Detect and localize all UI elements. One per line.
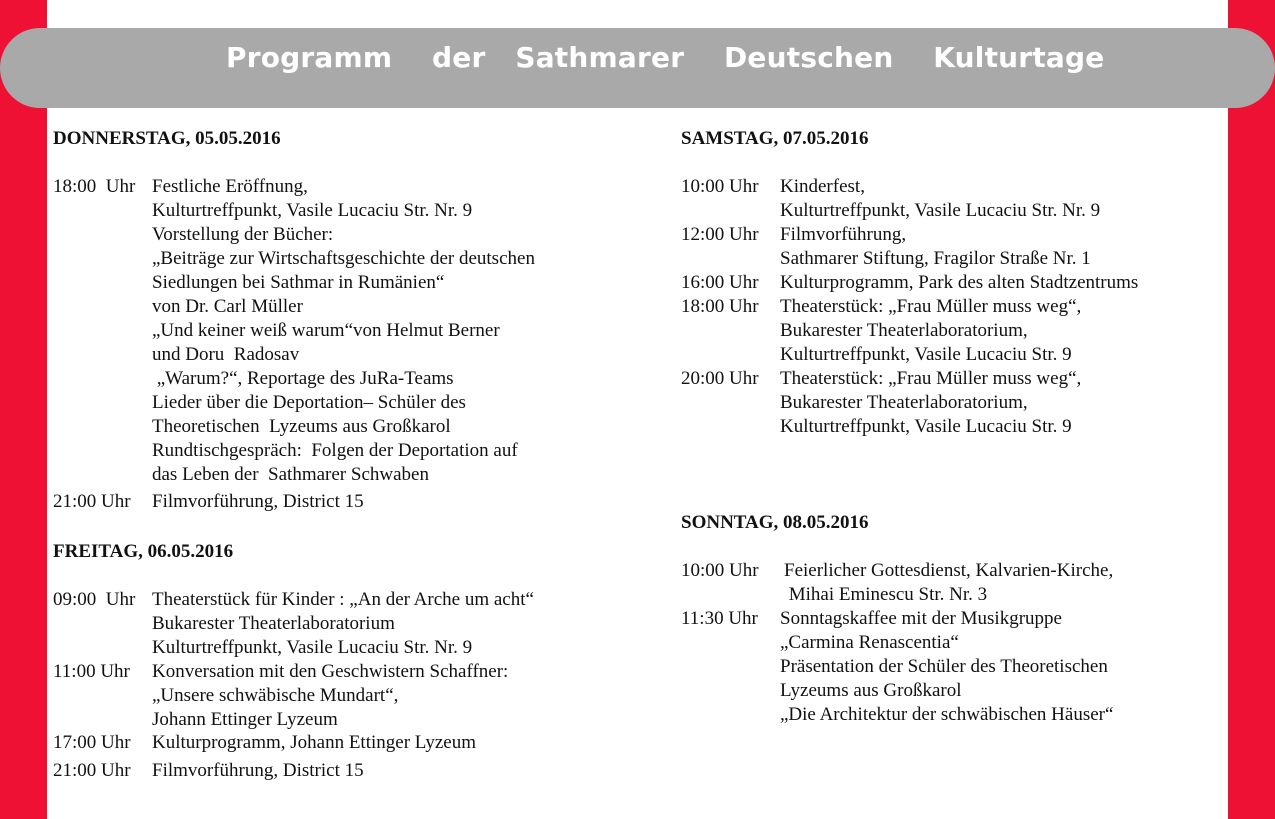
right-red-border [1228,0,1275,819]
day-heading-saturday: SAMSTAG, 07.05.2016 [681,128,869,149]
entry-line: Kulturtreffpunkt, Vasile Lucaciu Str. Nr. 9 [152,637,473,658]
entry-line: Mihai Eminescu Str. Nr. 3 [784,584,988,605]
page-title: Programm der Sathmarer Deutschen Kulturtage [226,41,1105,74]
entry-line: und Doru Radosav [152,344,300,365]
entry-line: Sathmarer Stiftung, Fragilor Straße Nr. 1 [780,248,1091,269]
entry-line: Kulturtreffpunkt, Vasile Lucaciu Str. 9 [780,344,1072,365]
entry-time: 10:00 Uhr [681,560,759,581]
entry-line: Kulturprogramm, Johann Ettinger Lyzeum [152,732,476,753]
entry-line: „Carmina Renascentia“ [780,632,959,653]
entry-line: Kulturprogramm, Park des alten Stadtzentrums [780,272,1139,293]
entry-line: Kulturtreffpunkt, Vasile Lucaciu Str. 9 [780,416,1072,437]
day-heading-thursday: DONNERSTAG, 05.05.2016 [53,128,281,149]
entry-line: „Warum?“, Reportage des JuRa-Teams [152,368,454,389]
entry-line: „Beiträge zur Wirtschaftsgeschichte der deutschen [152,248,535,269]
entry-line: Kulturtreffpunkt, Vasile Lucaciu Str. Nr. 9 [780,200,1101,221]
entry-line: von Dr. Carl Müller [152,296,303,317]
entry-line: Sonntagskaffee mit der Musikgruppe [780,608,1062,629]
entry-time: 12:00 Uhr [681,224,759,245]
left-red-border [0,0,47,819]
entry-line: Festliche Eröffnung, [152,176,308,197]
entry-line: Lyzeums aus Großkarol [780,680,962,701]
entry-line: Theoretischen Lyzeums aus Großkarol [152,416,451,437]
entry-line: Lieder über die Deportation– Schüler des [152,392,466,413]
entry-line: Rundtischgespräch: Folgen der Deportation auf [152,440,518,461]
entry-line: „Die Architektur der schwäbischen Häuser“ [780,704,1114,725]
entry-time: 16:00 Uhr [681,272,759,293]
entry-line: Johann Ettinger Lyzeum [152,709,338,730]
entry-line: Theaterstück für Kinder : „An der Arche um acht“ [152,589,534,610]
entry-line: „Und keiner weiß warum“von Helmut Berner [152,320,500,341]
entry-time: 18:00 Uhr [681,296,759,317]
entry-line: Vorstellung der Bücher: [152,224,334,245]
entry-line: Theaterstück: „Frau Müller muss weg“, [780,368,1082,389]
entry-line: Konversation mit den Geschwistern Schaffner: [152,661,509,682]
entry-line: Theaterstück: „Frau Müller muss weg“, [780,296,1082,317]
entry-line: „Unsere schwäbische Mundart“, [152,685,399,706]
entry-line: Feierlicher Gottesdienst, Kalvarien-Kirche, [784,560,1114,581]
entry-time: 09:00 Uhr [53,589,136,610]
entry-line: Präsentation der Schüler des Theoretischen [780,656,1108,677]
entry-time: 18:00 Uhr [53,176,136,197]
entry-line: Filmvorführung, [780,224,907,245]
entry-line: Filmvorführung, District 15 [152,491,364,512]
entry-time: 17:00 Uhr [53,732,131,753]
entry-line: das Leben der Sathmarer Schwaben [152,464,429,485]
entry-line: Bukarester Theaterlaboratorium, [780,392,1028,413]
entry-time: 10:00 Uhr [681,176,759,197]
entry-line: Bukarester Theaterlaboratorium [152,613,395,634]
entry-time: 21:00 Uhr [53,760,131,781]
entry-line: Siedlungen bei Sathmar in Rumänien“ [152,272,445,293]
entry-line: Kulturtreffpunkt, Vasile Lucaciu Str. Nr. 9 [152,200,473,221]
day-heading-friday: FREITAG, 06.05.2016 [53,541,234,562]
entry-time: 20:00 Uhr [681,368,759,389]
entry-line: Kinderfest, [780,176,865,197]
day-heading-sunday: SONNTAG, 08.05.2016 [681,512,869,533]
entry-line: Bukarester Theaterlaboratorium, [780,320,1028,341]
entry-time: 21:00 Uhr [53,491,131,512]
entry-line: Filmvorführung, District 15 [152,760,364,781]
entry-time: 11:00 Uhr [53,661,130,682]
entry-time: 11:30 Uhr [681,608,758,629]
